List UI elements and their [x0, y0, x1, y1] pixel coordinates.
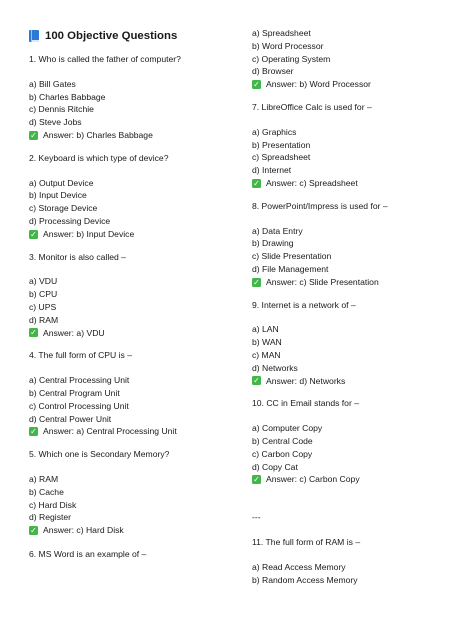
check-icon: ✓ [30, 130, 37, 140]
answer-text: Answer: b) Input Device [43, 228, 135, 239]
answer-1 [29, 129, 229, 142]
option: d) File Management [252, 263, 329, 274]
left-column [29, 0, 229, 561]
question-1: 1. Who is called the father of computer? [29, 54, 181, 64]
option: c) Spreadsheet [252, 152, 311, 163]
answer-text: Answer: c) Spreadsheet [266, 177, 358, 188]
separator: --- [252, 512, 261, 523]
option: c) Storage Device [29, 203, 98, 214]
option: b) Cache [29, 486, 64, 497]
option: c) Dennis Ritchie [29, 104, 94, 115]
option: d) Internet [252, 165, 292, 176]
option: c) Hard Disk [29, 499, 77, 510]
question-9: 9. Internet is a network of – [252, 299, 356, 310]
option: d) Central Power Unit [29, 413, 112, 424]
answer-text: Answer: d) Networks [266, 375, 346, 386]
question-3: 3. Monitor is also called – [29, 251, 126, 262]
question-2: 2. Keyboard is which type of device? [29, 152, 169, 163]
answer-text: Answer: b) Charles Babbage [43, 129, 153, 140]
option: a) Bill Gates [29, 78, 76, 89]
check-icon: ✓ [253, 178, 260, 188]
right-column [252, 0, 462, 586]
options-10 [252, 422, 462, 473]
question-11: 11. The full form of RAM is – [252, 536, 361, 547]
option: d) Networks [252, 362, 298, 373]
option: a) VDU [29, 276, 58, 287]
option: c) Control Processing Unit [29, 400, 129, 411]
question-5: 5. Which one is Secondary Memory? [29, 449, 170, 460]
answer-text: Answer: a) VDU [43, 327, 105, 338]
option: d) Steve Jobs [29, 117, 82, 128]
question-10: 10. CC in Email stands for – [252, 398, 359, 409]
answer-7 [252, 177, 462, 190]
answer-3 [29, 327, 229, 340]
option: d) Register [29, 512, 72, 523]
option: b) Central Code [252, 435, 313, 446]
options-5 [29, 473, 229, 524]
option: a) Spreadsheet [252, 28, 311, 38]
options-6 [252, 27, 462, 78]
options-3 [29, 275, 229, 326]
check-icon: ✓ [30, 328, 37, 338]
options-11 [252, 561, 462, 587]
check-icon: ✓ [30, 229, 37, 239]
check-icon: ✓ [253, 277, 260, 287]
option: b) Charles Babbage [29, 91, 106, 102]
options-1 [29, 78, 229, 129]
option: a) Output Device [29, 177, 94, 188]
answer-text: Answer: b) Word Processor [266, 79, 371, 90]
page-title [29, 29, 229, 43]
answer-6 [252, 78, 462, 91]
check-icon: ✓ [253, 80, 260, 90]
answer-text: Answer: c) Carbon Copy [266, 474, 360, 485]
options-4 [29, 374, 229, 425]
option: a) LAN [252, 324, 279, 335]
option: a) Data Entry [252, 225, 303, 236]
option: b) CPU [29, 289, 58, 300]
option: a) RAM [29, 473, 59, 484]
answer-text: Answer: c) Slide Presentation [266, 276, 379, 287]
answer-text: Answer: a) Central Processing Unit [43, 426, 177, 437]
question-7: 7. LibreOffice Calc is used for – [252, 101, 372, 112]
option: d) Processing Device [29, 215, 111, 226]
question-6: 6. MS Word is an example of – [29, 548, 147, 559]
option: a) Computer Copy [252, 423, 323, 434]
answer-8 [252, 276, 462, 289]
option: b) Input Device [29, 190, 87, 201]
option: c) MAN [252, 349, 281, 360]
option: d) RAM [29, 314, 59, 325]
answer-10 [252, 473, 462, 486]
question-4: 4. The full form of CPU is – [29, 350, 133, 361]
answer-2 [29, 228, 229, 241]
option: c) Operating System [252, 53, 331, 64]
option: b) Random Access Memory [252, 574, 358, 585]
options-8 [252, 225, 462, 276]
option: a) Graphics [252, 126, 297, 137]
option: b) Presentation [252, 139, 311, 150]
check-icon: ✓ [30, 526, 37, 535]
option: c) Slide Presentation [252, 251, 332, 262]
options-7 [252, 126, 462, 177]
check-icon: ✓ [253, 376, 260, 386]
book-icon [29, 30, 39, 42]
answer-4 [29, 425, 229, 438]
option: d) Browser [252, 66, 294, 77]
check-icon: ✓ [253, 475, 260, 485]
option: a) Central Processing Unit [29, 375, 130, 386]
options-9 [252, 323, 462, 374]
option: b) Word Processor [252, 40, 324, 51]
question-8: 8. PowerPoint/Impress is used for – [252, 200, 388, 211]
option: d) Copy Cat [252, 461, 298, 472]
options-2 [29, 177, 229, 228]
answer-9 [252, 375, 462, 388]
check-icon: ✓ [30, 427, 37, 437]
answer-text: Answer: c) Hard Disk [43, 525, 124, 536]
option: b) Drawing [252, 238, 294, 249]
option: b) WAN [252, 337, 282, 348]
answer-5 [29, 524, 229, 537]
option: b) Central Program Unit [29, 387, 120, 398]
page-title-text: 100 Objective Questions [45, 29, 178, 42]
option: c) Carbon Copy [252, 448, 313, 459]
option: a) Read Access Memory [252, 561, 346, 572]
option: c) UPS [29, 301, 57, 312]
